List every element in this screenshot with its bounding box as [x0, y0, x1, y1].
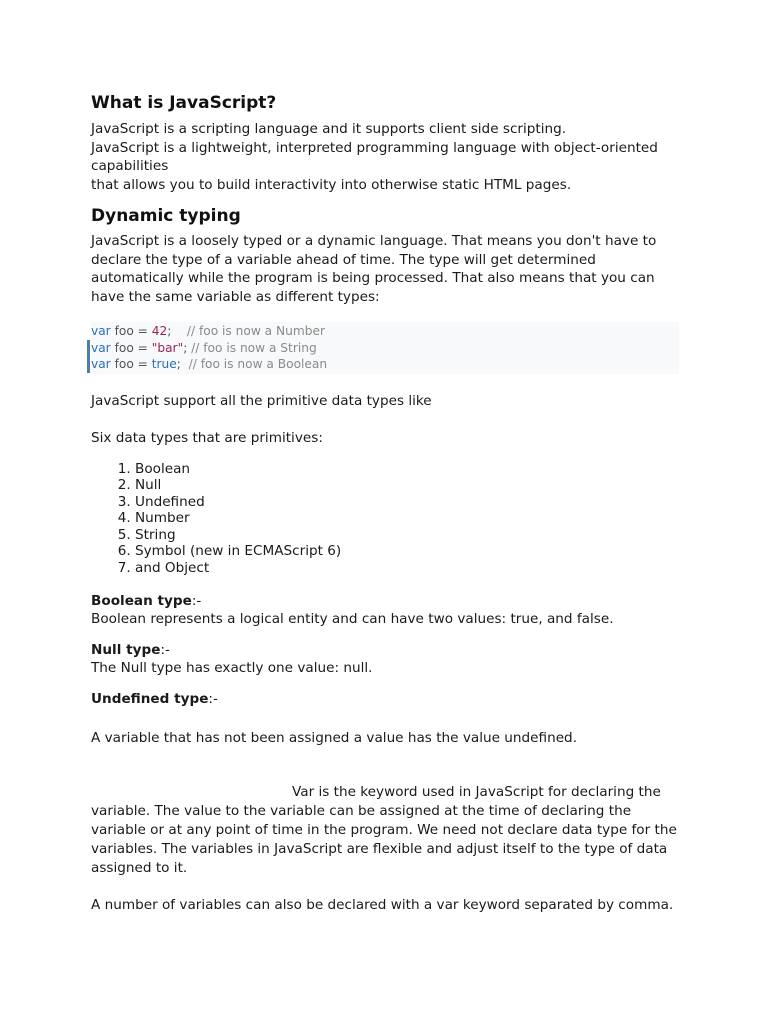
intro-line-3: that allows you to build interactivity into otherwise static HTML pages. — [91, 176, 572, 193]
code-keyword: var — [91, 340, 111, 355]
list-item: 4. Number — [135, 510, 681, 527]
boolean-type-label: Boolean type — [91, 592, 192, 609]
six-primitives-text: Six data types that are primitives: — [91, 430, 323, 446]
heading-what-is-javascript: What is JavaScript? — [91, 93, 277, 113]
code-semicolon: ; — [176, 357, 189, 371]
code-identifier: foo = — [110, 340, 152, 355]
document-body — [91, 92, 681, 915]
dynamic-typing-paragraph: JavaScript is a loosely typed or a dynamic language. That means you don't have to declare the type of a variable ahead of time. The type will get determined automatically while the program is being processed. That also means that you can have the same variable as different types: — [91, 233, 657, 305]
code-value: true — [151, 357, 177, 371]
code-semicolon: ; — [167, 324, 187, 338]
code-block — [91, 322, 679, 374]
list-item: 2. Null — [135, 477, 681, 494]
intro-block — [91, 120, 681, 194]
list-item: 5. String — [135, 527, 681, 544]
code-keyword: var — [91, 357, 111, 371]
boolean-type-description: Boolean represents a logical entity and can have two values: true, and false. — [91, 610, 614, 627]
code-keyword: var — [91, 324, 111, 338]
undefined-type-label: Undefined type — [91, 690, 209, 707]
code-identifier: foo = — [110, 324, 152, 338]
intro-line-1: JavaScript is a scripting language and it supports client side scripting. — [91, 121, 567, 137]
undefined-type-description: A variable that has not been assigned a value has the value undefined. — [91, 729, 578, 746]
code-semicolon: ; — [183, 340, 192, 355]
primitive-types-list — [91, 461, 681, 577]
boolean-type-heading — [91, 592, 681, 610]
var-keyword-paragraph: Var is the keyword used in JavaScript for declaring the variable. The value to the variable can be assigned at the time of declaring the variable or at any point of time in the program. We need not declare data type for the variables. The variables in JavaScript are flexible and adjust itself to the type of data assigned to it. — [91, 783, 677, 876]
code-comment: // foo is now a String — [191, 340, 317, 355]
multiple-variables-paragraph: A number of variables can also be declared with a var keyword separated by comma. — [91, 896, 674, 913]
code-value: "bar" — [151, 340, 184, 355]
code-line-2 — [91, 340, 679, 357]
undefined-type-suffix: :- — [208, 690, 218, 707]
code-comment: // foo is now a Boolean — [188, 357, 328, 371]
undefined-type-heading — [91, 690, 681, 708]
null-type-suffix: :- — [160, 641, 170, 658]
code-line-1 — [91, 323, 679, 340]
code-value: 42 — [151, 324, 168, 338]
null-type-heading — [91, 641, 681, 659]
code-identifier: foo = — [110, 357, 152, 371]
primitive-support-text: JavaScript support all the primitive data types like — [91, 392, 432, 409]
code-comment: // foo is now a Number — [186, 324, 325, 338]
intro-line-2: JavaScript is a lightweight, interpreted programming language with object-oriented capabilities — [91, 139, 658, 174]
null-type-description: The Null type has exactly one value: null. — [91, 659, 373, 676]
list-item: 7. and Object — [135, 560, 681, 577]
list-item: 6. Symbol (new in ECMAScript 6) — [135, 543, 681, 560]
list-item: 1. Boolean — [135, 461, 681, 478]
boolean-type-suffix: :- — [191, 592, 202, 609]
list-item: 3. Undefined — [135, 494, 681, 511]
code-line-3 — [91, 356, 679, 373]
null-type-label: Null type — [91, 641, 161, 658]
heading-dynamic-typing: Dynamic typing — [91, 206, 241, 226]
